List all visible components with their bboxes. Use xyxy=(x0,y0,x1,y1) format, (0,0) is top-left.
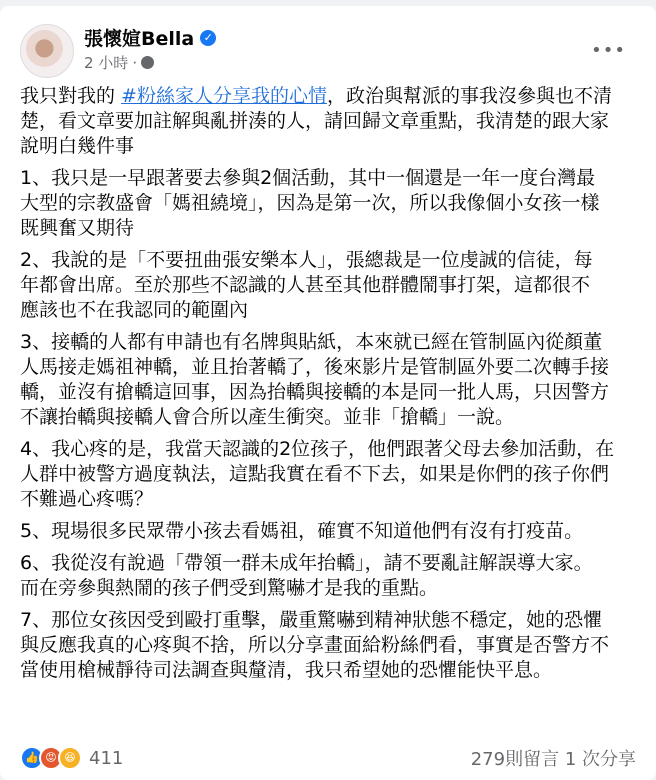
post-card xyxy=(0,6,656,780)
author-name[interactable]: 張懷媗Bella xyxy=(84,28,195,50)
numbered-paragraph xyxy=(20,519,640,544)
like-reaction-icon: 👍 xyxy=(20,746,44,770)
author-name-row xyxy=(84,24,216,51)
text-line: 7、那位女孩因受到毆打重擊，嚴重驚嚇到精神狀態不穩定，她的恐懼 xyxy=(20,609,603,631)
post-meta xyxy=(84,52,154,73)
post-footer xyxy=(20,743,636,773)
hashtag-link[interactable]: #粉絲家人分享我的心情 xyxy=(121,85,327,107)
text: ，政治與幫派的事我沒參與也不清 xyxy=(326,85,612,107)
text-line: 轎，並沒有搶轎這回事，因為抬轎與接轎的本是同一批人馬，只因警方 xyxy=(20,381,610,403)
text-line: 而在旁參與熱鬧的孩子們受到驚嚇才是我的重點。 xyxy=(20,577,439,599)
haha-reaction-icon: 😆 xyxy=(58,746,82,770)
shares-count[interactable]: 1 次分享 xyxy=(564,749,636,770)
text: 我只對我的 xyxy=(20,85,122,107)
text-line: 年都會出席。至於那些不認識的人甚至其他群體鬧事打架，這都很不 xyxy=(20,274,591,296)
reactions[interactable] xyxy=(20,746,123,770)
intro-paragraph xyxy=(20,84,640,159)
numbered-paragraph xyxy=(20,248,640,323)
text-line: 大型的宗教盛會「媽祖繞境」，因為是第一次，所以我像個小女孩一樣 xyxy=(20,192,600,214)
globe-icon xyxy=(141,56,154,69)
text-line: 人馬接走媽祖神轎，並且抬著轎了，後來影片是管制區外要二次轉手接 xyxy=(20,356,610,378)
comments-count[interactable]: 279則留言 xyxy=(470,749,560,770)
reactions-count[interactable]: 411 xyxy=(89,747,124,769)
text-line: 楚，看文章要加註解與亂拼湊的人，請回歸文章重點，我清楚的跟大家 xyxy=(20,110,610,132)
text-line: 4、我心疼的是，我當天認識的2位孩子，他們跟著父母去參加活動，在 xyxy=(20,438,615,460)
verified-badge-icon: ✓ xyxy=(200,30,216,46)
text-line: 既興奮又期待 xyxy=(20,217,135,239)
text-line: 2、我說的是「不要扭曲張安樂本人」，張總裁是一位虔誠的信徒，每 xyxy=(20,249,593,271)
text-line xyxy=(20,84,640,109)
numbered-paragraph xyxy=(20,608,640,683)
numbered-paragraph xyxy=(20,551,640,601)
numbered-paragraph xyxy=(20,330,640,430)
text-line: 說明白幾件事 xyxy=(20,135,135,157)
numbered-paragraph xyxy=(20,437,640,512)
text-line: 6、我從沒有說過「帶領一群未成年抬轎」，請不要亂註解誤導大家。 xyxy=(20,552,593,574)
numbered-paragraph xyxy=(20,166,640,241)
text-line: 5、現場很多民眾帶小孩去看媽祖，確實不知道他們有沒有打疫苗。 xyxy=(20,520,584,542)
text-line: 應該也不在我認同的範圍內 xyxy=(20,299,249,321)
post-time[interactable]: 2 小時 xyxy=(84,54,129,72)
text-line: 與反應我真的心疼與不捨，所以分享畫面給粉絲們看，事實是否警方不 xyxy=(20,634,610,656)
text-line: 當使用槍械靜待司法調查與釐清，我只希望她的恐懼能快平息。 xyxy=(20,659,553,681)
post-body xyxy=(20,84,640,690)
text-line: 3、接轎的人都有申請也有名牌與貼紙，本來就已經在管制區內從顏董 xyxy=(20,331,603,353)
text-line: 1、我只是一早跟著要去參與2個活動，其中一個還是一年一度台灣最 xyxy=(20,167,596,189)
text-line: 不讓抬轎與接轎人會合所以產生衝突。並非「搶轎」一說。 xyxy=(20,406,515,428)
separator: · xyxy=(132,53,138,72)
avatar[interactable] xyxy=(20,24,74,78)
more-options-icon[interactable]: ••• xyxy=(591,40,626,61)
engagement-stats xyxy=(471,745,636,771)
angry-reaction-icon: 😡 xyxy=(39,746,63,770)
text-line: 不難過心疼嗎？ xyxy=(20,488,154,510)
text-line: 人群中被警方過度執法，這點我實在看不下去，如果是你們的孩子你們 xyxy=(20,463,610,485)
